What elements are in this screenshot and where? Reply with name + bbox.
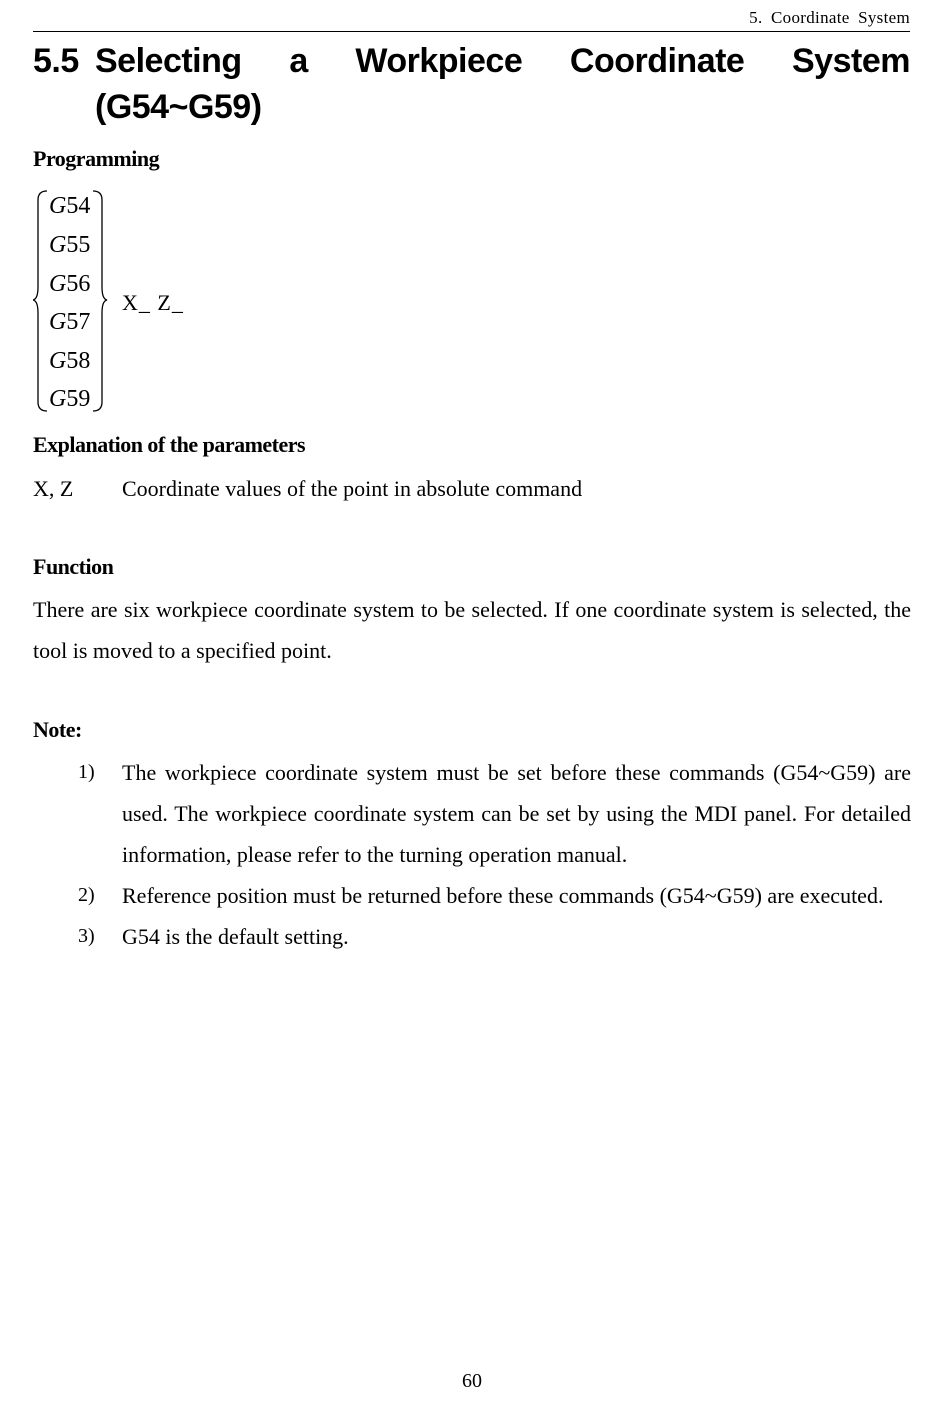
note-item <box>33 752 911 875</box>
note-text: The workpiece coordinate system must be set before these commands (G54~G59) are used. The workpiece coordinate system can be set by using the MDI panel. For detailed information, please refer to the turning operation manual. <box>122 760 911 867</box>
right-brace <box>93 191 107 411</box>
note-text: Reference position must be returned before these commands (G54~G59) are executed. <box>122 883 884 908</box>
syntax-arguments: X_ Z_ <box>122 290 184 315</box>
note-list <box>33 752 911 957</box>
title-word: Selecting <box>95 42 242 80</box>
section-title <box>33 38 910 130</box>
function-text: There are six workpiece coordinate system to be selected. If one coordinate system is selected, the tool is moved to a specified point. <box>33 597 911 663</box>
note-text: G54 is the default setting. <box>122 924 349 949</box>
function-heading: Function <box>33 554 114 579</box>
note-number: 1) <box>78 761 95 783</box>
title-word: System <box>792 42 910 80</box>
parameter-name: X, Z <box>33 476 74 501</box>
programming-heading: Programming <box>33 146 160 171</box>
header-rule <box>33 31 910 32</box>
parameter-description: Coordinate values of the point in absolute command <box>122 476 583 501</box>
g-code: G57 <box>49 309 91 335</box>
note-item <box>33 875 911 916</box>
title-word: Workpiece <box>355 42 523 80</box>
running-header: 5. Coordinate System <box>749 8 910 27</box>
left-brace <box>33 191 47 411</box>
g-code: G54 <box>49 193 91 219</box>
parameters-heading: Explanation of the parameters <box>33 432 306 457</box>
page-number: 60 <box>462 1370 482 1392</box>
title-word: Coordinate <box>569 42 745 80</box>
section-title-line2: (G54~G59) <box>95 88 262 126</box>
g-code: G56 <box>49 271 91 297</box>
syntax-block <box>33 186 233 418</box>
section-number: 5.5 <box>33 42 79 80</box>
note-number: 2) <box>78 884 95 906</box>
section-title-line1 <box>95 38 910 84</box>
note-heading: Note: <box>33 717 82 742</box>
g-code: G55 <box>49 232 91 258</box>
g-code: G58 <box>49 348 91 374</box>
note-item <box>33 916 911 957</box>
g-code: G59 <box>49 386 91 412</box>
note-number: 3) <box>78 925 95 947</box>
title-word: a <box>289 42 308 80</box>
